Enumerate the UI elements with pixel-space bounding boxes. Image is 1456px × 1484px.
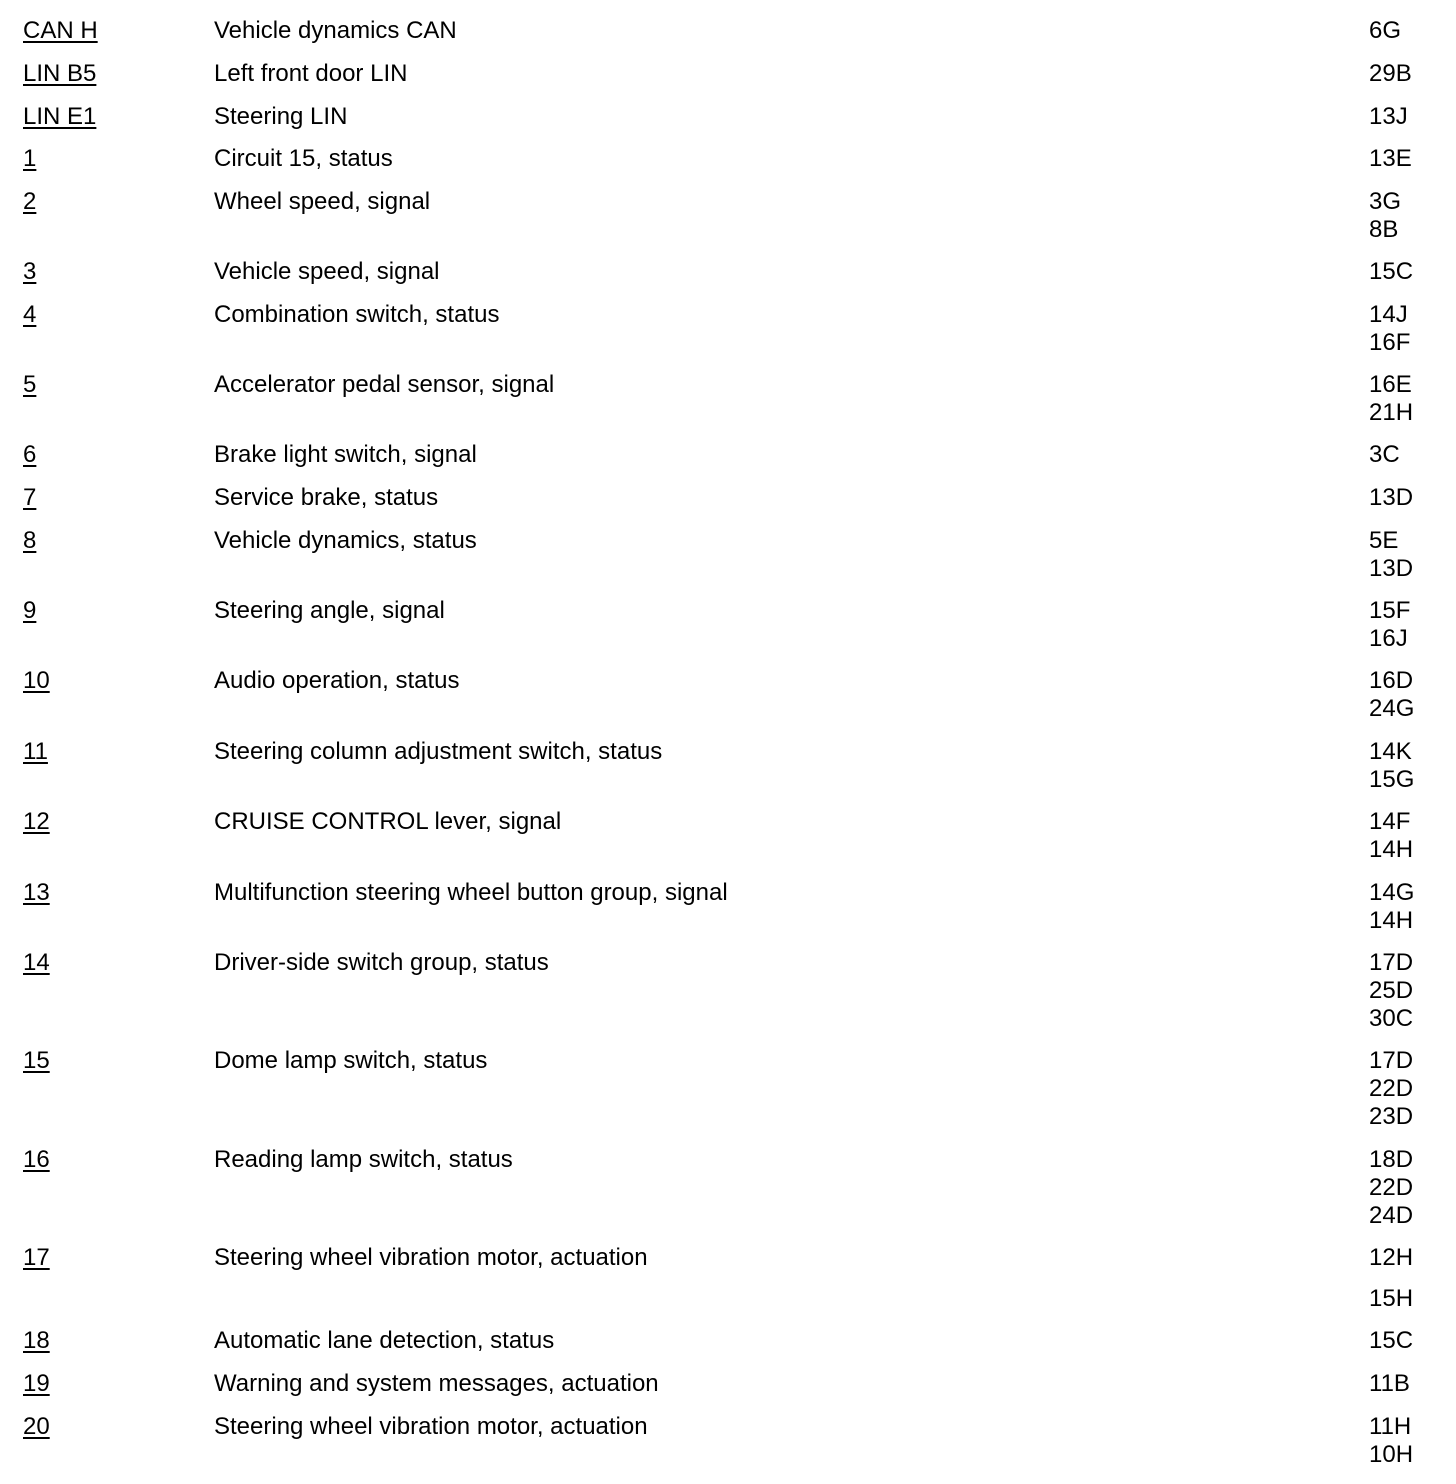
grid-reference: 14G xyxy=(1369,879,1415,906)
grid-reference: 14K xyxy=(1369,738,1412,765)
signal-key-link[interactable]: 9 xyxy=(23,597,37,624)
signal-description: Warning and system messages, actuation xyxy=(214,1370,659,1397)
signal-description: Steering LIN xyxy=(214,103,348,130)
grid-reference: 15H xyxy=(1369,1285,1414,1312)
signal-description: Combination switch, status xyxy=(214,301,500,328)
grid-reference: 14J xyxy=(1369,301,1408,328)
grid-reference: 15G xyxy=(1369,766,1415,793)
grid-reference: 16J xyxy=(1369,625,1408,652)
grid-reference: 30C xyxy=(1369,1005,1414,1032)
signal-key-link[interactable]: 19 xyxy=(23,1370,50,1397)
grid-reference: 5E xyxy=(1369,527,1399,554)
signal-key-link[interactable]: 8 xyxy=(23,527,37,554)
grid-reference: 8B xyxy=(1369,216,1399,243)
grid-reference: 13E xyxy=(1369,145,1412,172)
signal-key-link[interactable]: 2 xyxy=(23,188,37,215)
grid-reference: 22D xyxy=(1369,1075,1414,1102)
signal-key-link[interactable]: 3 xyxy=(23,258,37,285)
signal-description: Reading lamp switch, status xyxy=(214,1146,513,1173)
grid-reference: 11H xyxy=(1369,1413,1412,1440)
signal-key-link[interactable]: 14 xyxy=(23,949,50,976)
signal-key-link[interactable]: 1 xyxy=(23,145,37,172)
signal-key-link[interactable]: 7 xyxy=(23,484,37,511)
grid-reference: 22D xyxy=(1369,1174,1414,1201)
grid-reference: 13D xyxy=(1369,484,1414,511)
signal-description: Circuit 15, status xyxy=(214,145,393,172)
grid-reference: 24G xyxy=(1369,695,1415,722)
signal-description: Steering column adjustment switch, status xyxy=(214,738,663,765)
signal-description: Vehicle speed, signal xyxy=(214,258,440,285)
signal-key-link[interactable]: 17 xyxy=(23,1244,50,1271)
signal-key-link[interactable]: 16 xyxy=(23,1146,50,1173)
signal-description: Multifunction steering wheel button group, signal xyxy=(214,879,728,906)
grid-reference: 14H xyxy=(1369,907,1414,934)
grid-reference: 18D xyxy=(1369,1146,1414,1173)
grid-reference: 14F xyxy=(1369,808,1411,835)
grid-reference: 13D xyxy=(1369,555,1414,582)
signal-key-link[interactable]: 18 xyxy=(23,1327,50,1354)
grid-reference: 14H xyxy=(1369,836,1414,863)
signal-key-link[interactable]: 13 xyxy=(23,879,50,906)
grid-reference: 17D xyxy=(1369,949,1414,976)
grid-reference: 17D xyxy=(1369,1047,1414,1074)
signal-description: CRUISE CONTROL lever, signal xyxy=(214,808,562,835)
grid-reference: 25D xyxy=(1369,977,1414,1004)
signal-description: Steering angle, signal xyxy=(214,597,445,624)
grid-reference: 24D xyxy=(1369,1202,1414,1229)
grid-reference: 11B xyxy=(1369,1370,1410,1397)
signal-key-link[interactable]: 20 xyxy=(23,1413,50,1440)
grid-reference: 3G xyxy=(1369,188,1402,215)
signal-key-link[interactable]: 10 xyxy=(23,667,50,694)
grid-reference: 10H xyxy=(1369,1441,1414,1468)
grid-reference: 16D xyxy=(1369,667,1414,694)
grid-reference: 16F xyxy=(1369,329,1411,356)
signal-description: Automatic lane detection, status xyxy=(214,1327,555,1354)
grid-reference: 13J xyxy=(1369,103,1408,130)
signal-description: Accelerator pedal sensor, signal xyxy=(214,371,555,398)
signal-description: Audio operation, status xyxy=(214,667,460,694)
signal-description: Driver-side switch group, status xyxy=(214,949,549,976)
grid-reference: 12H xyxy=(1369,1244,1414,1271)
signal-description: Vehicle dynamics CAN xyxy=(214,17,457,44)
grid-reference: 15C xyxy=(1369,1327,1414,1354)
signal-key-link[interactable]: 11 xyxy=(23,738,48,765)
signal-key-link[interactable]: 4 xyxy=(23,301,37,328)
grid-reference: 3C xyxy=(1369,441,1400,468)
grid-reference: 23D xyxy=(1369,1103,1414,1130)
signal-description: Brake light switch, signal xyxy=(214,441,477,468)
signal-key-link[interactable]: 6 xyxy=(23,441,37,468)
grid-reference: 15F xyxy=(1369,597,1411,624)
grid-reference: 16E xyxy=(1369,371,1412,398)
signal-key-link[interactable]: LIN B5 xyxy=(23,60,97,87)
signal-key-link[interactable]: 5 xyxy=(23,371,37,398)
signal-key-link[interactable]: LIN E1 xyxy=(23,103,97,130)
signal-description: Steering wheel vibration motor, actuation xyxy=(214,1244,648,1271)
grid-reference: 15C xyxy=(1369,258,1414,285)
signal-description: Service brake, status xyxy=(214,484,439,511)
signal-description: Vehicle dynamics, status xyxy=(214,527,477,554)
signal-description: Wheel speed, signal xyxy=(214,188,431,215)
signal-description: Steering wheel vibration motor, actuation xyxy=(214,1413,648,1440)
signal-key-link[interactable]: 15 xyxy=(23,1047,50,1074)
grid-reference: 29B xyxy=(1369,60,1412,87)
signal-description: Left front door LIN xyxy=(214,60,408,87)
signal-key-link[interactable]: CAN H xyxy=(23,17,98,44)
grid-reference: 21H xyxy=(1369,399,1414,426)
signal-description: Dome lamp switch, status xyxy=(214,1047,488,1074)
grid-reference: 6G xyxy=(1369,17,1402,44)
signal-key-link[interactable]: 12 xyxy=(23,808,50,835)
